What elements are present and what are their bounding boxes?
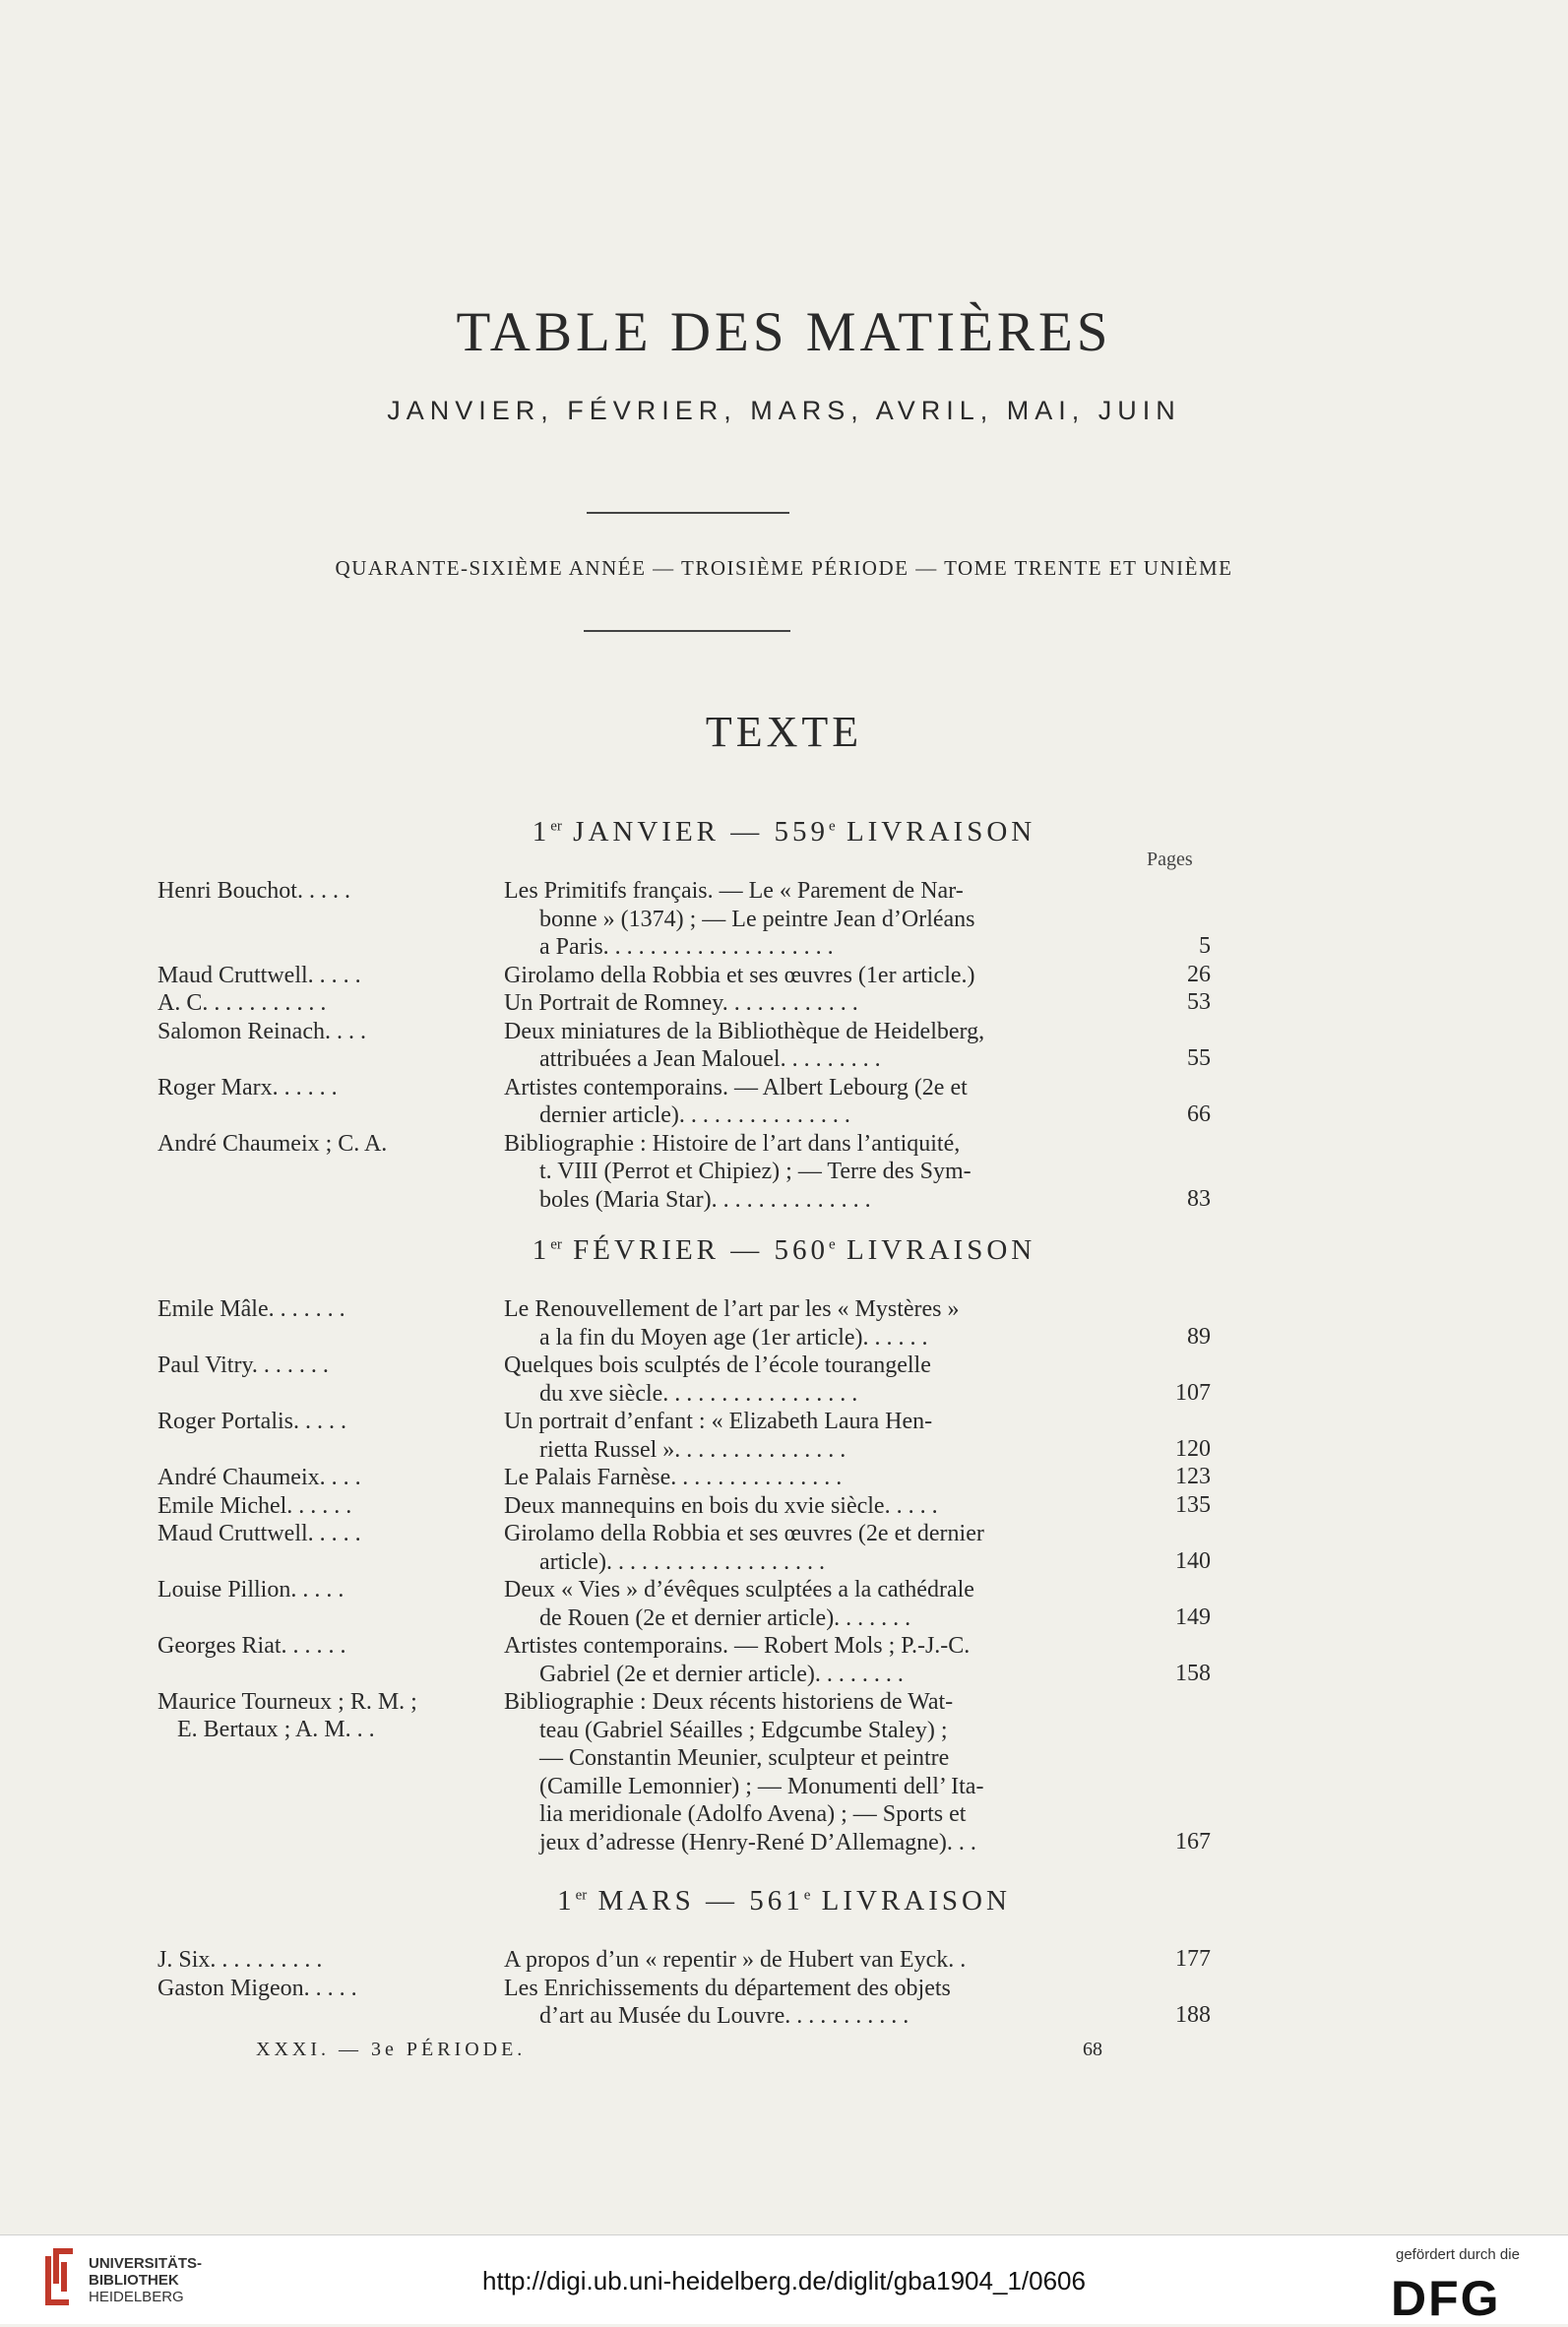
livraison-heading-sup: er <box>550 818 562 835</box>
entry-page-number: 123 <box>1175 1464 1211 1489</box>
entry-author-line: André Chaumeix. . . . <box>157 1465 361 1490</box>
livraison-heading-num: 1 <box>557 1885 576 1917</box>
entry-author <box>157 1946 477 1974</box>
entry-title <box>504 1946 1122 1975</box>
entry-title-line: — Constantin Meunier, sculpteur et peintre <box>539 1745 950 1771</box>
livraison-heading-sup: er <box>575 1887 588 1904</box>
livraison-heading-issue: 560 <box>774 1234 830 1266</box>
livraison-heading-month: JANVIER <box>573 816 721 848</box>
divider-rule <box>587 512 789 514</box>
entry-title-line: a la fin du Moyen age (1er article). . . . . . <box>539 1324 928 1351</box>
entry-page-number: 107 <box>1175 1379 1211 1406</box>
entry-title-line: lia meridionale (Adolfo Avena) ; — Sports et <box>539 1801 967 1827</box>
entry-page-number: 89 <box>1187 1323 1211 1350</box>
livraison-heading-issue: 561 <box>749 1885 804 1917</box>
entry-title-line: Un Portrait de Romney. . . . . . . . . . . . <box>504 990 858 1016</box>
divider-rule <box>584 630 790 632</box>
livraison-heading-num: 1 <box>532 816 551 848</box>
entry-title-line: rietta Russel ». . . . . . . . . . . . . . . <box>539 1436 847 1463</box>
section-heading: TEXTE <box>705 708 863 756</box>
entry-author-line: Maud Cruttwell. . . . . <box>157 1521 361 1546</box>
entry-author <box>157 962 477 989</box>
entry-title <box>504 1295 1122 1352</box>
entry-author <box>157 1520 477 1547</box>
entry-author-line: Paul Vitry. . . . . . . <box>157 1352 329 1378</box>
entry-author-line: Maud Cruttwell. . . . . <box>157 962 361 988</box>
university-library-name: UNIVERSITÄTS- BIBLIOTHEK HEIDELBERG <box>89 2255 203 2305</box>
entry-title-line: teau (Gabriel Séailles ; Edgcumbe Staley) ; <box>539 1717 948 1743</box>
entry-title-line: (Camille Lemonnier) ; — Monumenti dell’ Ita- <box>539 1773 984 1799</box>
entry-title <box>504 1130 1122 1215</box>
entry-title-line: boles (Maria Star). . . . . . . . . . . . . . <box>539 1186 871 1213</box>
entry-page-number: 55 <box>1187 1045 1211 1071</box>
entry-author-line: Salomon Reinach. . . . <box>157 1018 366 1044</box>
entry-title-line: Le Palais Farnèse. . . . . . . . . . . . . . . <box>504 1465 843 1490</box>
entry-page-number: 188 <box>1175 2002 1211 2028</box>
entry-title-line: Girolamo della Robbia et ses œuvres (1er article.) <box>504 962 975 988</box>
months-subtitle: JANVIER, FÉVRIER, MARS, AVRIL, MAI, JUIN <box>387 396 1181 425</box>
entry-page-number: 83 <box>1187 1185 1211 1212</box>
entry-author-line: E. Bertaux ; A. M. . . <box>177 1717 375 1742</box>
entry-author-line: Henri Bouchot. . . . . <box>157 878 350 904</box>
entry-author-line: Maurice Tourneux ; R. M. ; <box>157 1689 417 1715</box>
document-url-link[interactable]: http://digi.ub.uni-heidelberg.de/diglit/gba1904_1/0606 <box>482 2266 1086 2296</box>
livraison-heading-issue-label: LIVRAISON <box>846 816 1036 848</box>
entry-title-line: Deux « Vies » d’évêques sculptées a la cathédrale <box>504 1577 974 1603</box>
entry-title <box>504 1352 1122 1408</box>
entry-author <box>157 1352 477 1379</box>
entry-author-line: Emile Michel. . . . . . <box>157 1492 352 1519</box>
entry-title <box>504 1520 1122 1576</box>
livraison-heading: 1er MARS — 561e LIVRAISON <box>557 1885 1011 1917</box>
entry-author-line: Roger Marx. . . . . . <box>157 1074 338 1101</box>
entry-author-line: Louise Pillion. . . . . <box>157 1577 345 1603</box>
entry-author-line: Emile Mâle. . . . . . . <box>157 1296 345 1322</box>
entry-title-line: Deux miniatures de la Bibliothèque de Heidelberg, <box>504 1018 985 1044</box>
entry-author <box>157 989 477 1017</box>
entry-title <box>504 1464 1122 1492</box>
entry-title-line: d’art au Musée du Louvre. . . . . . . . . . . <box>539 2003 909 2029</box>
entry-author <box>157 1295 477 1323</box>
entry-author <box>157 1632 477 1660</box>
entry-title-line: Gabriel (2e et dernier article). . . . . . . . <box>539 1661 904 1687</box>
entry-title-line: de Rouen (2e et dernier article). . . . . . . <box>539 1604 911 1631</box>
entry-title <box>504 989 1122 1018</box>
entry-page-number: 177 <box>1175 1946 1211 1972</box>
entry-author <box>157 1074 477 1101</box>
entry-author <box>157 1492 477 1520</box>
entry-author-line: J. Six. . . . . . . . . . <box>157 1947 323 1973</box>
pages-column-label: Pages <box>1147 849 1193 870</box>
livraison-heading-month: FÉVRIER <box>573 1234 721 1266</box>
entry-title-line: Les Primitifs français. — Le « Parement de Nar- <box>504 878 964 904</box>
entry-title-line: Quelques bois sculptés de l’école tourangelle <box>504 1352 931 1378</box>
entry-title-line: Bibliographie : Histoire de l’art dans l’antiquité, <box>504 1130 961 1157</box>
entry-author <box>157 877 477 905</box>
livraison-heading: 1er FÉVRIER — 560e LIVRAISON <box>532 1234 1036 1266</box>
livraison-heading-issue-sup: e <box>829 1236 836 1253</box>
livraison-heading-sup: er <box>550 1236 562 1253</box>
entry-title-line: Le Renouvellement de l’art par les « Mystères » <box>504 1296 960 1322</box>
dfg-logo: DFG <box>1391 2271 1501 2326</box>
entry-title-line: Un portrait d’enfant : « Elizabeth Laura Hen- <box>504 1409 933 1434</box>
entry-page-number: 135 <box>1175 1491 1211 1518</box>
entry-title <box>504 1018 1122 1074</box>
entry-page-number: 149 <box>1175 1604 1211 1630</box>
entry-title <box>504 1408 1122 1464</box>
entry-title-line: a Paris. . . . . . . . . . . . . . . . . . . . <box>539 934 834 960</box>
entry-title <box>504 962 1122 990</box>
funding-note: gefördert durch die <box>1396 2246 1520 2263</box>
entry-author <box>157 1018 477 1045</box>
footer-page-number: 68 <box>1083 2039 1102 2060</box>
entry-title <box>504 1688 1122 1856</box>
entry-page-number: 158 <box>1175 1660 1211 1686</box>
entry-author <box>157 1975 477 2002</box>
entry-author-line: Georges Riat. . . . . . <box>157 1633 346 1659</box>
page-title: TABLE DES MATIÈRES <box>456 301 1112 363</box>
entry-author-line: Gaston Migeon. . . . . <box>157 1975 357 2001</box>
livraison-heading-num: 1 <box>532 1234 551 1266</box>
entry-title-line: t. VIII (Perrot et Chipiez) ; — Terre des Sym- <box>539 1159 972 1184</box>
entry-title <box>504 1975 1122 2031</box>
entry-title <box>504 1632 1122 1688</box>
livraison-heading-issue-sup: e <box>829 818 836 835</box>
entry-title-line: du xve siècle. . . . . . . . . . . . . . . . . <box>539 1380 858 1407</box>
entry-page-number: 26 <box>1187 961 1211 987</box>
livraison-heading-month: MARS <box>597 1885 695 1917</box>
entry-title-line: A propos d’un « repentir » de Hubert van Eyck. . <box>504 1947 967 1973</box>
entry-title-line: Bibliographie : Deux récents historiens de Wat- <box>504 1689 954 1715</box>
entry-title-line: bonne » (1374) ; — Le peintre Jean d’Orléans <box>539 906 975 932</box>
livraison-heading: 1er JANVIER — 559e LIVRAISON <box>532 816 1036 848</box>
entry-author-line: André Chaumeix ; C. A. <box>157 1130 388 1157</box>
entry-title <box>504 1492 1122 1521</box>
entry-title-line: jeux d’adresse (Henry-René D’Allemagne). . . <box>539 1829 976 1855</box>
entry-title-line: Artistes contemporains. — Robert Mols ; P.-J.-C. <box>504 1633 971 1659</box>
entry-author-line: A. C. . . . . . . . . . . <box>157 990 327 1016</box>
entry-page-number: 140 <box>1175 1547 1211 1574</box>
entry-title-line: dernier article). . . . . . . . . . . . . . . <box>539 1102 850 1128</box>
entry-author <box>157 1408 477 1435</box>
entry-author-line: Roger Portalis. . . . . <box>157 1409 346 1434</box>
entry-page-number: 5 <box>1199 933 1211 959</box>
entry-title <box>504 877 1122 962</box>
entry-title-line: attribuées a Jean Malouel. . . . . . . . . <box>539 1046 881 1072</box>
entry-title-line: Girolamo della Robbia et ses œuvres (2e et dernier <box>504 1521 984 1546</box>
entry-author <box>157 1130 477 1158</box>
entry-page-number: 53 <box>1187 989 1211 1015</box>
entry-author <box>157 1464 477 1491</box>
entry-author <box>157 1576 477 1604</box>
entry-title-line: Deux mannequins en bois du xvie siècle. . . . . <box>504 1492 938 1519</box>
entry-page-number: 120 <box>1175 1435 1211 1462</box>
entry-title-line: article). . . . . . . . . . . . . . . . . . . <box>539 1548 825 1575</box>
series-line: QUARANTE-SIXIÈME ANNÉE — TROISIÈME PÉRIODE — TOME TRENTE ET UNIÈME <box>335 556 1233 580</box>
entry-title-line: Les Enrichissements du département des objets <box>504 1975 951 2001</box>
entry-title <box>504 1576 1122 1632</box>
entry-page-number: 66 <box>1187 1101 1211 1127</box>
entry-title-line: Artistes contemporains. — Albert Lebourg (2e et <box>504 1074 968 1101</box>
entry-author <box>157 1688 477 1743</box>
entry-title <box>504 1074 1122 1130</box>
livraison-heading-issue-sup: e <box>803 1887 811 1904</box>
livraison-heading-issue-label: LIVRAISON <box>846 1234 1036 1266</box>
footer-signature: XXXI. — 3e PÉRIODE. <box>256 2039 527 2060</box>
livraison-heading-issue: 559 <box>774 816 830 848</box>
entry-page-number: 167 <box>1175 1828 1211 1855</box>
livraison-heading-issue-label: LIVRAISON <box>821 1885 1011 1917</box>
